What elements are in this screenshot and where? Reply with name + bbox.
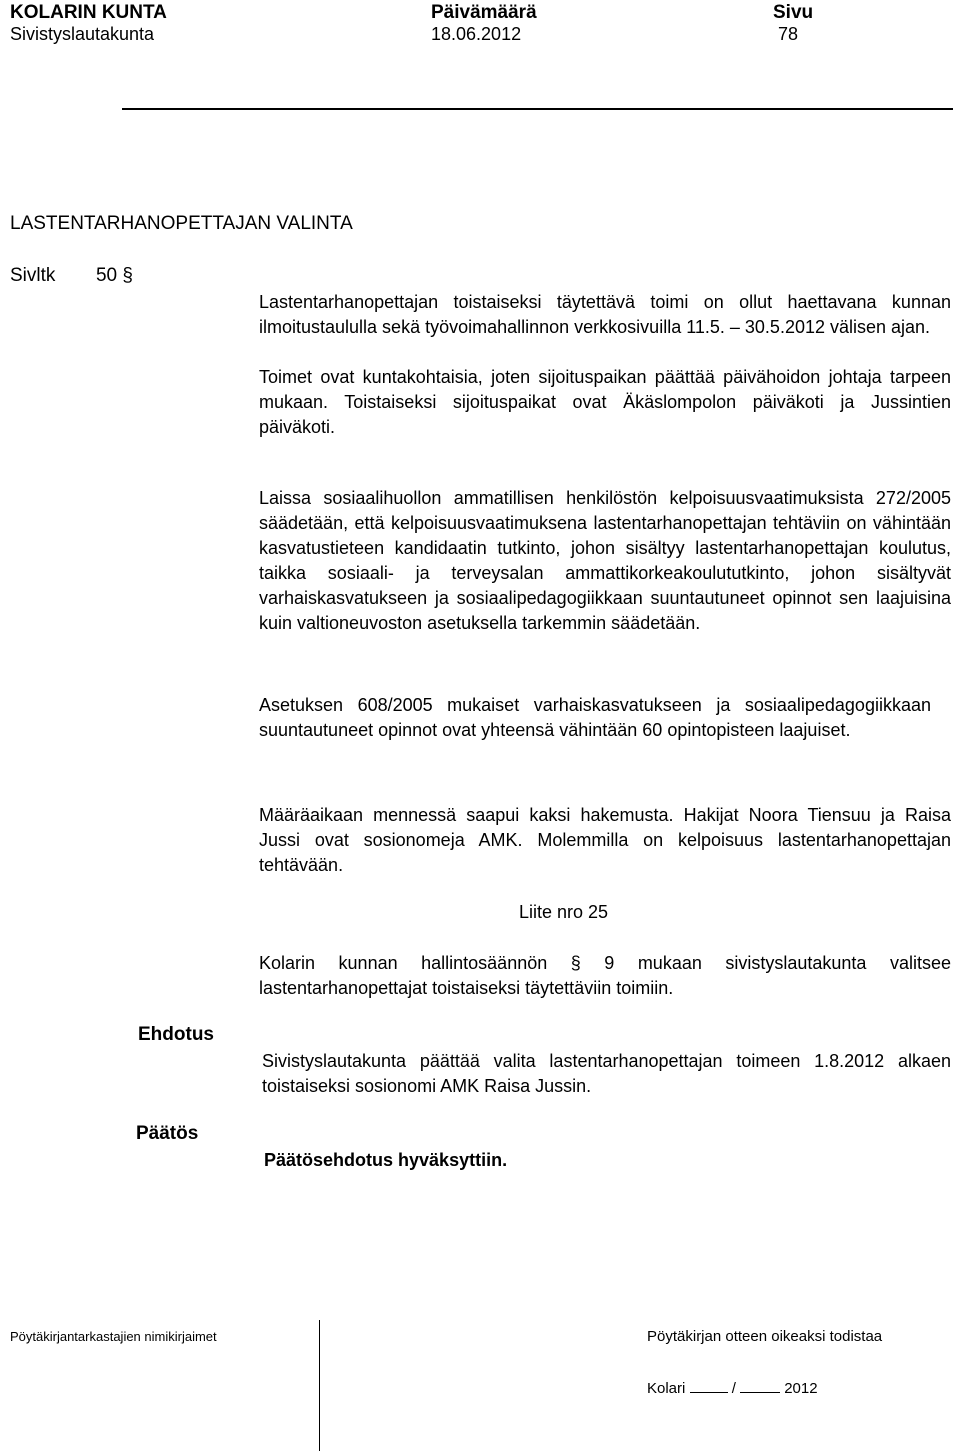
day-blank (690, 1378, 728, 1393)
paragraph-qualifications-law (259, 486, 951, 636)
footer-slash: / (731, 1380, 736, 1397)
attachment-reference: Liite nro 25 (519, 902, 609, 922)
paragraph-announcement (259, 290, 951, 340)
paragraph-decree (259, 693, 931, 743)
page-title: LASTENTARHANOPETTAJAN VALINTA (10, 213, 353, 234)
section-number: 50 § (95, 265, 133, 286)
decision-label: Päätös (136, 1123, 199, 1144)
page-number: 78 (778, 24, 799, 44)
committee-name: Sivistyslautakunta (10, 24, 155, 44)
paragraph-text: Määräaikaan mennessä saapui kaksi hakemusta. Hakijat Noora Tiensuu ja Raisa Jussi ovat sosionomeja AMK. Molemmilla on kelpoisuus lastentarhanopettajan tehtävään. (259, 805, 951, 875)
paragraph-text: Sivistyslautakunta päättää valita lastentarhanopettajan toimeen 1.8.2012 alkaen toistaiseksi sosionomi AMK Raisa Jussin. (262, 1051, 951, 1096)
header-divider (122, 108, 953, 110)
footer-signature-line (647, 1378, 818, 1397)
proposal-text (262, 1049, 951, 1099)
paragraph-placement (259, 365, 951, 440)
decision-text: Päätösehdotus hyväksyttiin. (264, 1150, 508, 1170)
paragraph-text: Asetuksen 608/2005 mukaiset varhaiskasvatukseen ja sosiaalipedagogiikkaan suuntautuneet opinnot ovat yhteensä vähintään 60 opintopisteen laajuiset. (259, 695, 931, 740)
footer-year: 2012 (784, 1380, 818, 1397)
date-label: Päivämäärä (431, 2, 537, 23)
organization-name: KOLARIN KUNTA (10, 2, 167, 23)
footer-certification-label: Pöytäkirjan otteen oikeaksi todistaa (647, 1328, 883, 1345)
paragraph-text: Kolarin kunnan hallintosäännön § 9 mukaan sivistyslautakunta valitsee lastentarhanopettajat toistaiseksi täytettäviin toimiin. (259, 953, 951, 998)
paragraph-applications (259, 803, 951, 878)
date-value: 18.06.2012 (431, 24, 522, 44)
section-label: Sivltk (10, 265, 56, 286)
proposal-label: Ehdotus (138, 1024, 214, 1045)
section-reference (10, 265, 133, 287)
month-blank (740, 1378, 780, 1393)
paragraph-regulation (259, 951, 951, 1001)
paragraph-text: Lastentarhanopettajan toistaiseksi täytettävä toimi on ollut haettavana kunnan ilmoitustaululla sekä työvoimahallinnon verkkosivuilla 11.5. – 30.5.2012 välisen ajan. (259, 292, 951, 337)
footer-inspectors-label: Pöytäkirjantarkastajien nimikirjaimet (10, 1329, 217, 1344)
paragraph-text: Laissa sosiaalihuollon ammatillisen henkilöstön kelpoisuusvaatimuksista 272/2005 säädetään, että kelpoisuusvaatimuksena lastentarhanopettajan tehtäviin on vähintään kasvatustieteen kandidaatin tutkinto, johon sisältyy lastentarhanopettajan koulutus, taikka sosiaali- ja terveysalan ammattikorkeakoulututkinto, johon sisältyvät varhaiskasvatukseen ja sosiaalipedagogiikkaan suuntautuneet opinnot sen laajuisina kuin valtioneuvoston asetuksella tarkemmin säädetään. (259, 488, 951, 633)
page-label: Sivu (773, 2, 814, 23)
paragraph-text: Toimet ovat kuntakohtaisia, joten sijoituspaikan päättää päivähoidon johtaja tarpeen mukaan. Toistaiseksi sijoituspaikat ovat Äkäslompolon päiväkoti ja Jussintien päiväkoti. (259, 367, 951, 437)
footer-divider (319, 1320, 320, 1451)
footer-place: Kolari (647, 1380, 686, 1397)
